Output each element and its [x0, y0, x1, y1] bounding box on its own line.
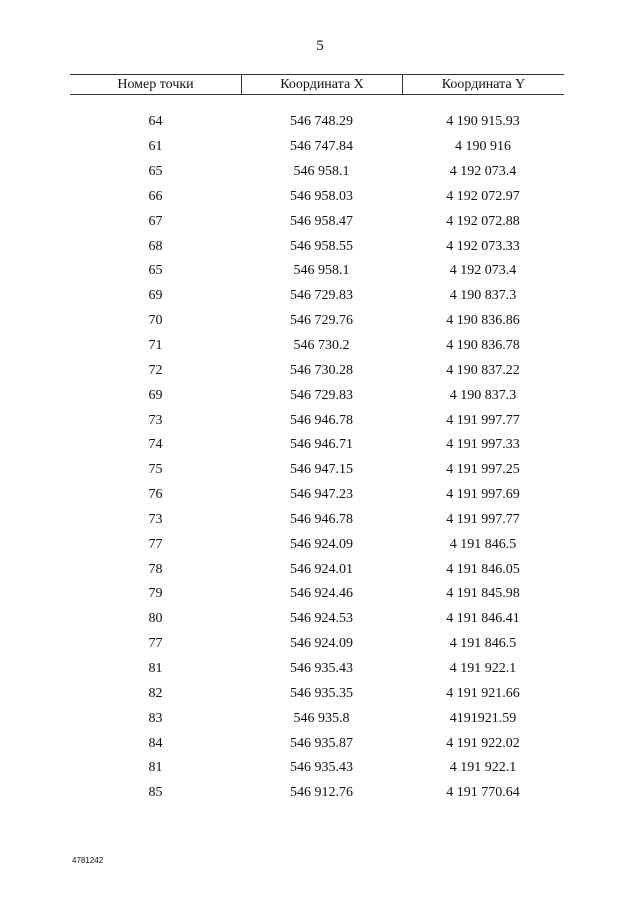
point-number-cell: 69 — [148, 387, 163, 403]
table-row — [70, 532, 564, 557]
table-row — [70, 508, 564, 533]
coordinate-x-cell: 546 924.09 — [290, 536, 353, 552]
point-number-cell: 77 — [148, 636, 163, 652]
table-row — [70, 632, 564, 657]
coordinate-x-cell: 546 730.2 — [293, 338, 350, 354]
table-row — [70, 657, 564, 682]
table-row — [70, 706, 564, 731]
table-row — [70, 433, 564, 458]
point-number-cell: 67 — [148, 213, 163, 229]
table-row — [70, 358, 564, 383]
point-number-cell: 72 — [148, 362, 163, 378]
coordinate-y-cell: 4 191 997.69 — [446, 487, 520, 503]
coordinate-x-cell: 546 924.09 — [290, 636, 353, 652]
coordinate-x-cell: 546 729.83 — [290, 288, 353, 304]
coordinate-y-cell: 4 191 845.98 — [446, 586, 520, 602]
coordinates-table — [70, 74, 564, 806]
coordinate-y-cell: 4 191 997.77 — [446, 511, 520, 527]
coordinate-y-cell: 4 190 837.3 — [449, 288, 517, 304]
coordinate-x-cell: 546 958.03 — [290, 188, 353, 204]
coordinate-y-cell: 4 191 922.1 — [449, 660, 517, 676]
table-row — [70, 483, 564, 508]
table-header — [70, 74, 564, 95]
coordinate-x-cell: 546 935.43 — [290, 660, 353, 676]
table-body — [70, 110, 564, 806]
table-row — [70, 458, 564, 483]
table-row — [70, 185, 564, 210]
coordinate-x-cell: 546 729.76 — [290, 313, 353, 329]
header-point-number: Номер точки — [117, 76, 194, 92]
coordinate-y-cell: 4191921.59 — [449, 710, 517, 726]
coordinate-y-cell: 4 191 997.25 — [446, 462, 520, 478]
header-coordinate-x: Координата X — [241, 75, 402, 94]
point-number-cell: 83 — [148, 710, 163, 726]
coordinate-x-cell: 546 924.01 — [290, 561, 353, 577]
point-number-cell: 65 — [148, 263, 163, 279]
table-row — [70, 383, 564, 408]
coordinate-y-cell: 4 191 846.5 — [449, 636, 517, 652]
coordinate-y-cell: 4 191 770.64 — [446, 785, 520, 801]
point-number-cell: 66 — [148, 188, 163, 204]
coordinate-y-cell: 4 190 836.78 — [446, 338, 520, 354]
coordinate-x-cell: 546 935.8 — [293, 710, 350, 726]
point-number-cell: 71 — [148, 338, 163, 354]
coordinate-x-cell: 546 748.29 — [290, 114, 353, 130]
coordinate-y-cell: 4 191 846.05 — [446, 561, 520, 577]
table-row — [70, 209, 564, 234]
point-number-cell: 82 — [148, 685, 163, 701]
coordinate-y-cell: 4 192 072.88 — [446, 213, 520, 229]
table-row — [70, 284, 564, 309]
coordinate-y-cell: 4 191 922.02 — [446, 735, 520, 751]
point-number-cell: 68 — [148, 238, 163, 254]
coordinate-y-cell: 4 191 922.1 — [449, 760, 517, 776]
document-id: 4781242 — [72, 856, 104, 865]
table-row — [70, 681, 564, 706]
point-number-cell: 78 — [148, 561, 163, 577]
coordinate-y-cell: 4 192 073.33 — [446, 238, 520, 254]
coordinate-y-cell: 4 190 915.93 — [446, 114, 520, 130]
coordinate-y-cell: 4 190 837.22 — [446, 362, 520, 378]
point-number-cell: 70 — [148, 313, 163, 329]
table-row — [70, 309, 564, 334]
coordinate-y-cell: 4 192 073.4 — [449, 164, 517, 180]
coordinate-y-cell: 4 192 073.4 — [449, 263, 517, 279]
table-row — [70, 781, 564, 806]
table-row — [70, 756, 564, 781]
point-number-cell: 85 — [148, 785, 163, 801]
table-row — [70, 557, 564, 582]
coordinate-x-cell: 546 946.78 — [290, 511, 353, 527]
point-number-cell: 75 — [148, 462, 163, 478]
coordinate-y-cell: 4 191 997.77 — [446, 412, 520, 428]
table-row — [70, 160, 564, 185]
point-number-cell: 65 — [148, 164, 163, 180]
coordinate-x-cell: 546 958.1 — [293, 263, 350, 279]
point-number-cell: 76 — [148, 487, 163, 503]
coordinate-x-cell: 546 958.47 — [290, 213, 353, 229]
table-row — [70, 334, 564, 359]
coordinate-x-cell: 546 730.28 — [290, 362, 353, 378]
point-number-cell: 74 — [148, 437, 163, 453]
coordinate-y-cell: 4 192 072.97 — [446, 188, 520, 204]
coordinate-y-cell: 4 190 836.86 — [446, 313, 520, 329]
point-number-cell: 61 — [148, 139, 163, 155]
coordinate-y-cell: 4 191 846.5 — [449, 536, 517, 552]
point-number-cell: 69 — [148, 288, 163, 304]
coordinate-x-cell: 546 935.43 — [290, 760, 353, 776]
coordinate-x-cell: 546 747.84 — [290, 139, 353, 155]
coordinate-y-cell: 4 190 916 — [455, 139, 511, 155]
table-row — [70, 110, 564, 135]
point-number-cell: 73 — [148, 511, 163, 527]
coordinate-x-cell: 546 958.1 — [293, 164, 350, 180]
coordinate-x-cell: 546 946.71 — [290, 437, 353, 453]
table-row — [70, 582, 564, 607]
point-number-cell: 81 — [148, 760, 163, 776]
page-number: 5 — [316, 38, 324, 54]
coordinate-x-cell: 546 947.23 — [290, 487, 353, 503]
table-row — [70, 234, 564, 259]
coordinate-x-cell: 546 924.46 — [290, 586, 353, 602]
coordinate-x-cell: 546 947.15 — [290, 462, 353, 478]
point-number-cell: 81 — [148, 660, 163, 676]
point-number-cell: 84 — [148, 735, 163, 751]
coordinate-x-cell: 546 912.76 — [290, 785, 353, 801]
coordinate-x-cell: 546 958.55 — [290, 238, 353, 254]
table-row — [70, 259, 564, 284]
coordinate-x-cell: 546 729.83 — [290, 387, 353, 403]
coordinate-y-cell: 4 191 846.41 — [446, 611, 520, 627]
point-number-cell: 73 — [148, 412, 163, 428]
coordinate-y-cell: 4 190 837.3 — [449, 387, 517, 403]
point-number-cell: 77 — [148, 536, 163, 552]
header-coordinate-y: Координата Y — [402, 75, 564, 94]
coordinate-y-cell: 4 191 997.33 — [446, 437, 520, 453]
table-row — [70, 731, 564, 756]
point-number-cell: 79 — [148, 586, 163, 602]
point-number-cell: 64 — [148, 114, 163, 130]
table-row — [70, 408, 564, 433]
coordinate-x-cell: 546 935.87 — [290, 735, 353, 751]
coordinate-x-cell: 546 946.78 — [290, 412, 353, 428]
table-row — [70, 135, 564, 160]
coordinate-y-cell: 4 191 921.66 — [446, 685, 520, 701]
table-row — [70, 607, 564, 632]
coordinate-x-cell: 546 924.53 — [290, 611, 353, 627]
point-number-cell: 80 — [148, 611, 163, 627]
coordinate-x-cell: 546 935.35 — [290, 685, 353, 701]
